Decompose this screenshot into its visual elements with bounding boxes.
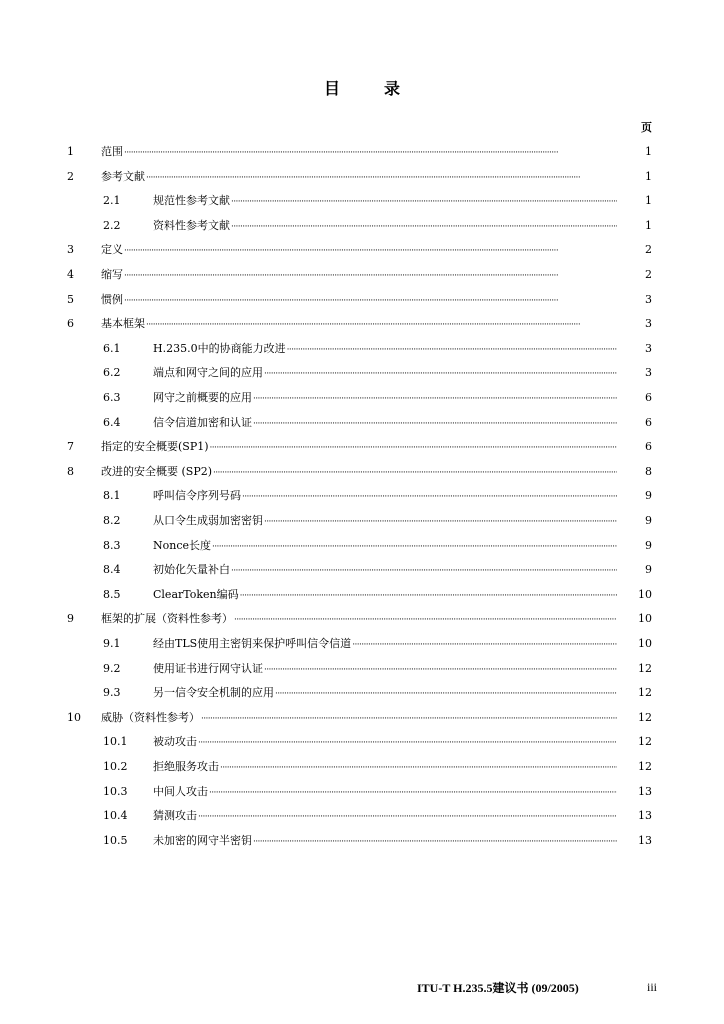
toc-entry-page: 12 (638, 710, 652, 724)
toc-entry-title: 范围 (101, 145, 123, 158)
dot-leader (253, 830, 617, 854)
toc-entry-number: 2 (67, 169, 74, 183)
toc-entry-number: 4 (67, 268, 74, 281)
toc-entry-title: 初始化矢量补白 (153, 563, 230, 577)
toc-entry-page: 3 (645, 366, 652, 380)
toc-entry-title: 中间人攻击 (153, 784, 208, 798)
toc-entry-page: 13 (638, 809, 652, 823)
toc-entry-page: 6 (645, 415, 652, 429)
toc-entry-title: 被动攻击 (153, 735, 197, 749)
toc-entry-number: 8.1 (103, 489, 121, 503)
dot-leader (201, 707, 617, 731)
dot-leader (146, 166, 617, 190)
toc-entry-page: 10 (638, 587, 652, 601)
toc-entry-body (153, 337, 617, 362)
toc-entry-page: 13 (638, 833, 652, 847)
toc-entry-number: 8.2 (103, 514, 121, 527)
dot-leader (198, 805, 617, 829)
toc-entry[interactable] (0, 657, 724, 682)
dot-leader (264, 510, 617, 534)
toc-entry[interactable] (0, 288, 724, 313)
toc-entry-page: 2 (645, 243, 652, 257)
toc-entry[interactable] (0, 706, 724, 731)
dot-leader (220, 756, 617, 780)
toc-entry-page: 8 (645, 464, 652, 478)
dot-leader (253, 387, 617, 411)
toc-entry-page: 3 (645, 292, 652, 306)
toc-entry-page: 1 (645, 218, 652, 232)
toc-entry-body (153, 583, 617, 608)
dot-leader (352, 633, 617, 657)
dot-leader (231, 559, 617, 583)
toc-entry-title: H.235.0中的协商能力改进 (153, 341, 286, 355)
toc-entry[interactable] (0, 730, 724, 755)
toc-entry-title: 基本框架 (101, 317, 145, 331)
page-title: 目 录 (323, 79, 414, 98)
toc-entry-number: 6 (67, 317, 74, 331)
toc-entry[interactable] (0, 632, 724, 657)
toc-entry-title: 拒绝服务攻击 (153, 760, 219, 773)
toc-entry-body (101, 435, 617, 460)
toc-entry-page: 12 (638, 735, 652, 749)
dot-leader (124, 264, 617, 288)
toc-entry-number: 8.3 (103, 538, 121, 552)
toc-entry[interactable] (0, 214, 724, 239)
toc-entry-body (101, 288, 617, 313)
toc-entry-body (101, 238, 617, 263)
toc-entry-title: ClearToken编码 (153, 587, 239, 601)
toc-entry-number: 8.5 (103, 587, 121, 601)
toc-entry-title: 缩写 (101, 268, 123, 281)
toc-entry-page: 6 (645, 440, 652, 454)
toc-entry-number: 8.4 (103, 563, 121, 577)
toc-entry-body (153, 632, 617, 657)
toc-entry[interactable] (0, 460, 724, 485)
toc-entry-title: 猜测攻击 (153, 809, 197, 823)
toc-entry-body (153, 534, 617, 559)
toc-entry-body (153, 484, 617, 509)
toc-entry-body (153, 189, 617, 214)
footer-page-number: iii (646, 980, 657, 994)
toc-entry-title: 呼叫信令序列号码 (153, 489, 241, 503)
dot-leader (234, 608, 617, 632)
dot-leader (210, 436, 617, 460)
toc-entry-number: 6.1 (103, 341, 121, 355)
toc-entry-body (101, 312, 617, 337)
toc-entry-title: 信令信道加密和认证 (153, 415, 252, 429)
toc-entry-body (101, 263, 617, 288)
toc-entry-title: 参考文献 (101, 169, 145, 183)
dot-leader (198, 731, 617, 755)
toc-entry-body (153, 361, 617, 386)
toc-entry-page: 3 (645, 341, 652, 355)
toc-entry-number: 10.2 (103, 760, 128, 773)
toc-entry-title: 使用证书进行网守认证 (153, 661, 263, 675)
toc-entry[interactable] (0, 509, 724, 534)
toc-entry-page: 2 (645, 268, 652, 281)
dot-leader (209, 781, 617, 805)
toc-entry[interactable] (0, 263, 724, 288)
toc-entry-title: 改进的安全概要 (SP2) (101, 464, 213, 478)
dot-leader (264, 362, 617, 386)
footer-label: ITU-T H.235.5建议书 (09/2005) (417, 981, 579, 995)
toc-entry-title: 资料性参考文献 (153, 218, 230, 232)
toc-entry[interactable] (0, 337, 724, 362)
toc-entry-number: 6.3 (103, 391, 121, 404)
toc-entry-page: 9 (645, 514, 652, 527)
toc-entry-title: 威胁（资料性参考） (101, 710, 200, 724)
toc-entry[interactable] (0, 411, 724, 436)
dot-leader (124, 141, 617, 165)
toc-entry-title: 经由TLS使用主密钥来保护呼叫信令信道 (153, 637, 352, 650)
dot-leader (253, 412, 617, 436)
toc-entry[interactable] (0, 583, 724, 608)
toc-entry-number: 10.5 (103, 833, 128, 847)
toc-entry[interactable] (0, 435, 724, 460)
toc-entry[interactable] (0, 534, 724, 559)
toc-entry-title: 惯例 (101, 292, 123, 306)
toc-entry-page: 3 (645, 317, 652, 331)
toc-entry-title: 端点和网守之间的应用 (153, 366, 263, 380)
dot-leader (124, 239, 617, 263)
toc-entry-number: 2.2 (103, 218, 121, 232)
dot-leader (275, 682, 617, 706)
toc-entry[interactable] (0, 386, 724, 411)
toc-entry-body (153, 780, 617, 805)
toc-entry-number: 9 (67, 612, 74, 626)
dot-leader (287, 338, 617, 362)
toc-entry-body (101, 706, 617, 731)
toc-entry-body (101, 460, 617, 485)
toc-entry[interactable] (0, 140, 724, 165)
toc-entry[interactable] (0, 681, 724, 706)
toc-entry-body (153, 730, 617, 755)
toc-entry[interactable] (0, 484, 724, 509)
toc-entry-page: 10 (638, 637, 652, 650)
toc-entry-body (153, 386, 617, 411)
toc-entry-page: 9 (645, 489, 652, 503)
toc-entry-number: 9.3 (103, 686, 121, 700)
toc-entry-page: 12 (638, 686, 652, 700)
dot-leader (231, 215, 617, 239)
dot-leader (242, 485, 617, 509)
toc-entry-body (101, 607, 617, 632)
toc-entry[interactable] (0, 829, 724, 854)
toc-entry[interactable] (0, 361, 724, 386)
toc-entry-title: Nonce长度 (153, 538, 212, 552)
dot-leader (240, 584, 617, 608)
toc-entry-body (153, 509, 617, 534)
dot-leader (124, 289, 617, 313)
toc-entry-number: 10.3 (103, 784, 128, 798)
toc-entry-page: 9 (645, 538, 652, 552)
dot-leader (213, 461, 617, 485)
toc-entry-title: 规范性参考文献 (153, 194, 230, 208)
toc-entry[interactable] (0, 607, 724, 632)
toc-entry-body (153, 681, 617, 706)
dot-leader (212, 535, 617, 559)
toc-entry-body (153, 829, 617, 854)
toc-entry-body (153, 214, 617, 239)
toc-entry-number: 8 (67, 464, 74, 478)
toc-entry-body (153, 755, 617, 780)
toc-entry[interactable] (0, 804, 724, 829)
toc-entry-number: 10 (67, 710, 81, 724)
toc-entry-page: 10 (638, 612, 652, 626)
toc-entry-number: 2.1 (103, 194, 121, 208)
toc-entry-body (153, 411, 617, 436)
toc-entry-number: 7 (67, 440, 74, 454)
toc-entry-number: 10.1 (103, 735, 128, 749)
toc-entry-title: 另一信令安全机制的应用 (153, 686, 274, 700)
toc-entry-number: 9.2 (103, 661, 121, 675)
toc-entry-title: 指定的安全概要(SP1) (101, 440, 209, 454)
toc-entry-number: 1 (67, 145, 74, 158)
toc-entry[interactable] (0, 558, 724, 583)
toc-entry-body (101, 165, 617, 190)
toc-entry[interactable] (0, 312, 724, 337)
toc-entry-title: 定义 (101, 243, 123, 257)
toc-entry-number: 10.4 (103, 809, 128, 823)
toc-entry-page: 13 (638, 784, 652, 798)
toc-entry-title: 框架的扩展（资料性参考） (101, 612, 233, 626)
toc-entry-number: 9.1 (103, 637, 121, 650)
toc-entry-body (153, 657, 617, 682)
toc-entry-page: 1 (645, 169, 652, 183)
toc-entry[interactable] (0, 189, 724, 214)
toc-entry-title: 网守之前概要的应用 (153, 391, 252, 404)
toc-entry-page: 1 (645, 145, 652, 158)
dot-leader (264, 658, 617, 682)
dot-leader (146, 313, 617, 337)
toc-entry-page: 9 (645, 563, 652, 577)
toc-entry[interactable] (0, 755, 724, 780)
toc-entry-number: 3 (67, 243, 74, 257)
toc-entry-title: 未加密的网守半密钥 (153, 833, 252, 847)
page-column-header: 页 (641, 121, 652, 134)
toc-entry-number: 6.4 (103, 415, 121, 429)
toc-entry-number: 5 (67, 292, 74, 306)
dot-leader (231, 190, 617, 214)
toc-entry-body (153, 558, 617, 583)
toc-entry-title: 从口令生成弱加密密钥 (153, 514, 263, 527)
toc-entry-body (101, 140, 617, 165)
toc-entry[interactable] (0, 238, 724, 263)
toc-entry-number: 6.2 (103, 366, 121, 380)
toc-entry-page: 12 (638, 661, 652, 675)
toc-entry[interactable] (0, 165, 724, 190)
toc-entry[interactable] (0, 780, 724, 805)
toc-entry-page: 6 (645, 391, 652, 404)
toc-entry-page: 12 (638, 760, 652, 773)
toc-entry-body (153, 804, 617, 829)
toc-entry-page: 1 (645, 194, 652, 208)
